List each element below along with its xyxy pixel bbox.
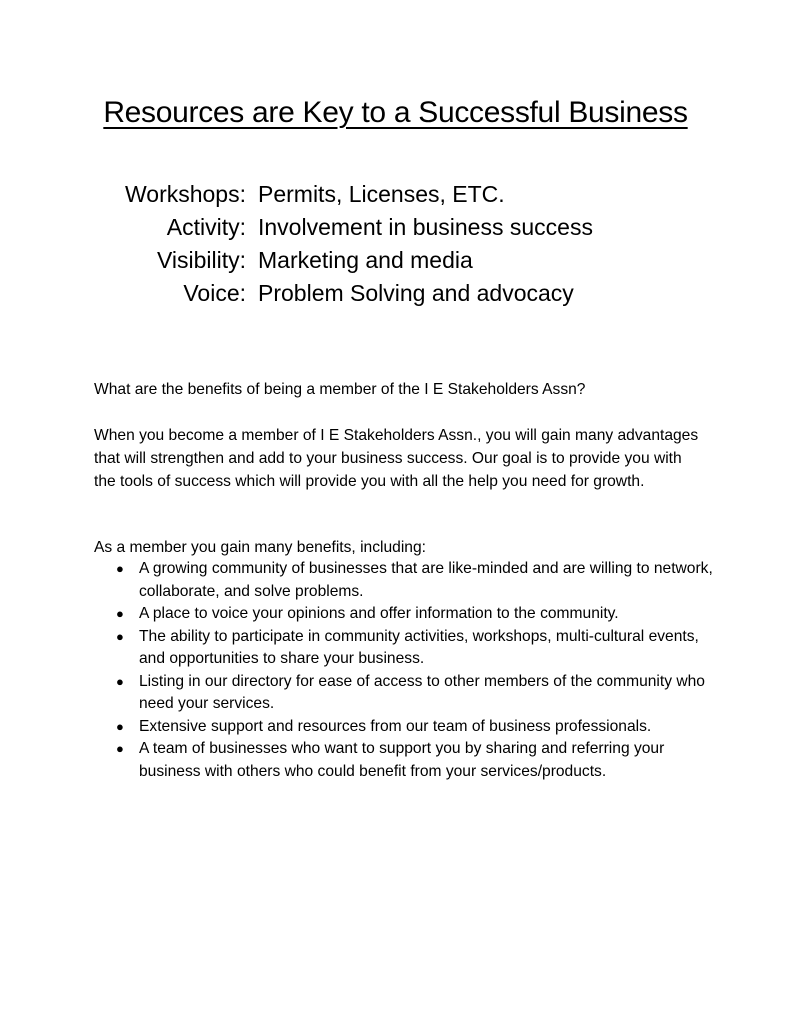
- intro-paragraph: When you become a member of I E Stakeholders Assn., you will gain many advantages that will strengthen and add to your business success. Our goal is to provide you with the tools of success which will provide you with all the help you need for growth.: [94, 427, 699, 490]
- resource-label: Visibility:: [156, 247, 246, 273]
- resource-label: Activity:: [166, 214, 246, 240]
- list-item: [94, 626, 714, 671]
- list-item: [94, 558, 714, 603]
- bullet-icon: ●: [116, 741, 124, 756]
- benefit-text: A growing community of businesses that are like-minded and are willing to network, collaborate, and solve problems.: [139, 560, 713, 600]
- bullet-icon: ●: [116, 673, 124, 689]
- list-item: [94, 671, 714, 716]
- resource-label: Workshops:: [124, 181, 246, 207]
- benefit-text: The ability to participate in community activities, workshops, multi-cultural events, and opportunities to share your business.: [139, 627, 699, 667]
- benefit-text: A place to voice your opinions and offer information to the community.: [139, 605, 619, 622]
- resource-value: Permits, Licenses, ETC.: [258, 181, 505, 207]
- benefit-text: Listing in our directory for ease of access to other members of the community who need your services.: [139, 672, 705, 712]
- resource-row-workshops: [0, 178, 791, 211]
- benefits-question: What are the benefits of being a member of the I E Stakeholders Assn?: [94, 381, 586, 398]
- page-title: Resources are Key to a Successful Business: [103, 96, 688, 129]
- list-item: [94, 603, 714, 626]
- benefit-text: Extensive support and resources from our team of business professionals.: [139, 717, 652, 735]
- resource-value: Marketing and media: [258, 247, 473, 273]
- resource-row-voice: [0, 277, 791, 310]
- bullet-icon: ●: [116, 718, 124, 734]
- resource-value: Involvement in business success: [258, 214, 593, 240]
- resource-row-activity: [0, 211, 791, 244]
- resource-row-visibility: [0, 244, 791, 277]
- list-item: [94, 738, 714, 783]
- resources-list: [0, 178, 791, 310]
- benefits-list: [94, 558, 714, 783]
- list-item: [94, 716, 714, 739]
- resource-label: Voice:: [183, 280, 246, 306]
- bullet-icon: ●: [116, 628, 124, 644]
- resource-value: Problem Solving and advocacy: [258, 280, 574, 306]
- benefit-text: A team of businesses who want to support you by sharing and referring your business with others who could benefit from your services/products.: [139, 740, 665, 780]
- bullet-icon: ●: [116, 561, 124, 576]
- bullet-icon: ●: [116, 606, 124, 621]
- benefits-lead: As a member you gain many benefits, including:: [94, 539, 426, 556]
